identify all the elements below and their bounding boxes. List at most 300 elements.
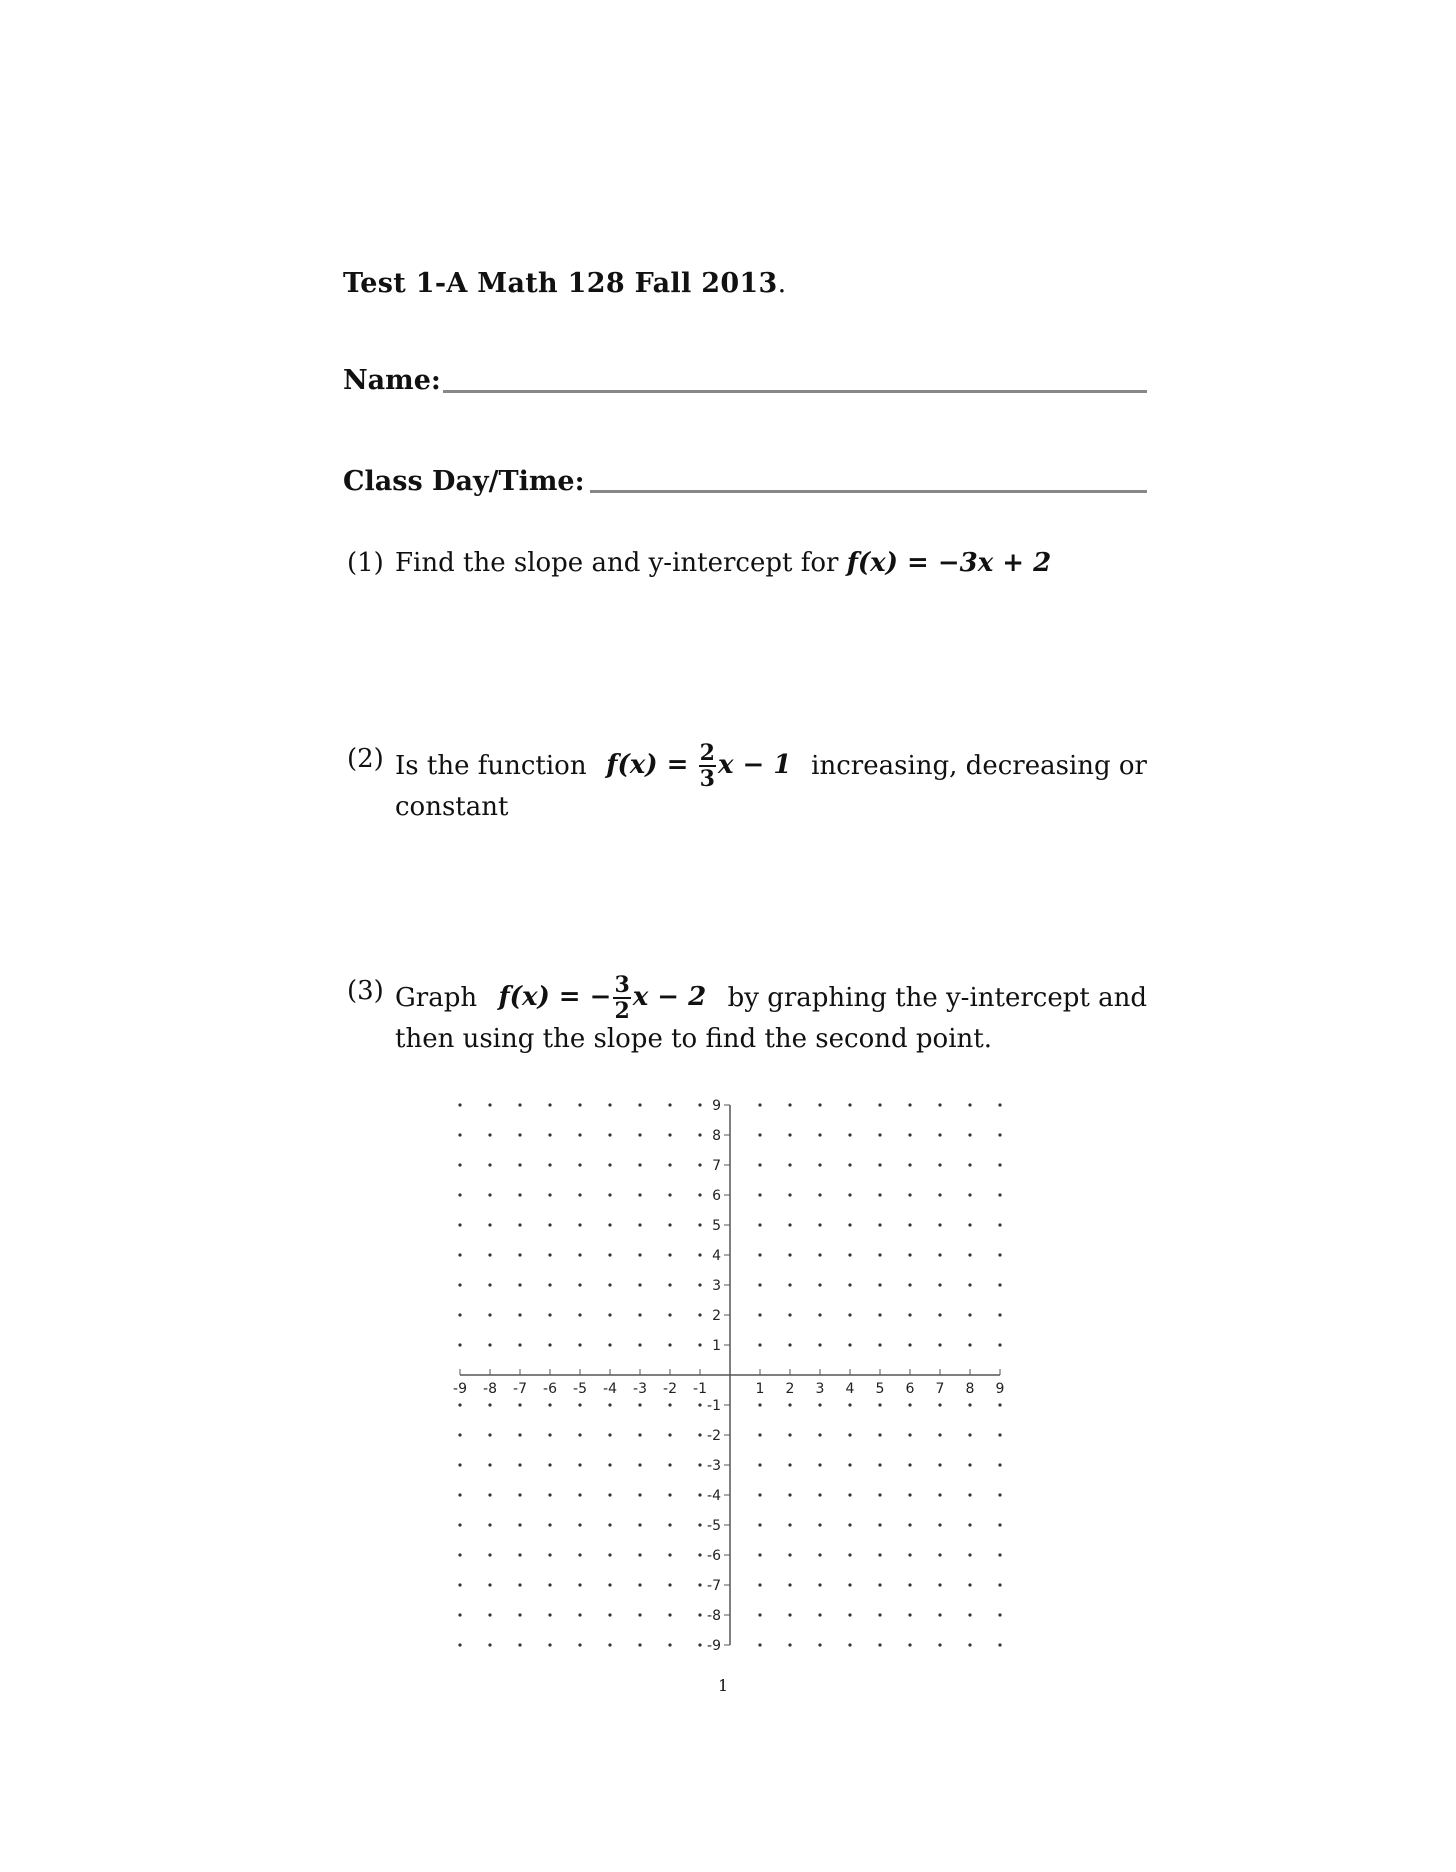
y-axis-tick-label: 8 bbox=[712, 1128, 721, 1144]
grid-dot bbox=[638, 1433, 641, 1436]
grid-dot bbox=[998, 1403, 1001, 1406]
grid-dot bbox=[968, 1553, 971, 1556]
grid-dot bbox=[638, 1103, 641, 1106]
grid-dot bbox=[518, 1343, 521, 1346]
question-3-line-1 bbox=[395, 974, 1147, 1022]
grid-dot bbox=[608, 1343, 611, 1346]
grid-dot bbox=[758, 1553, 761, 1556]
grid-dot bbox=[908, 1583, 911, 1586]
y-axis-tick-label: -6 bbox=[707, 1548, 721, 1564]
grid-dot bbox=[758, 1163, 761, 1166]
grid-dot bbox=[908, 1223, 911, 1226]
test-title bbox=[343, 268, 786, 299]
grid-dot bbox=[668, 1433, 671, 1436]
grid-dot bbox=[668, 1283, 671, 1286]
grid-dot bbox=[998, 1163, 1001, 1166]
grid-dot bbox=[788, 1523, 791, 1526]
grid-dot bbox=[788, 1223, 791, 1226]
grid-dot bbox=[848, 1313, 851, 1316]
grid-dot bbox=[848, 1403, 851, 1406]
grid-dot bbox=[638, 1583, 641, 1586]
grid-dot bbox=[788, 1433, 791, 1436]
grid-dot bbox=[548, 1283, 551, 1286]
grid-dot bbox=[878, 1643, 881, 1646]
grid-dot bbox=[968, 1133, 971, 1136]
grid-dot bbox=[458, 1133, 461, 1136]
grid-dot bbox=[968, 1253, 971, 1256]
grid-dot bbox=[818, 1523, 821, 1526]
grid-dot bbox=[968, 1163, 971, 1166]
grid-dot bbox=[908, 1103, 911, 1106]
x-axis-tick-label: 8 bbox=[965, 1381, 975, 1397]
grid-dot bbox=[668, 1223, 671, 1226]
grid-dot bbox=[938, 1343, 941, 1346]
grid-dot bbox=[548, 1433, 551, 1436]
question-2-math-lhs: f(x) = bbox=[606, 750, 689, 780]
grid-dot bbox=[818, 1343, 821, 1346]
question-2-text-after: increasing, decreasing or bbox=[811, 751, 1147, 781]
grid-dot bbox=[668, 1313, 671, 1316]
grid-dot bbox=[488, 1463, 491, 1466]
question-3-fraction bbox=[613, 974, 630, 1022]
question-2-text-before: Is the function bbox=[395, 751, 587, 781]
grid-dot bbox=[878, 1103, 881, 1106]
x-axis-tick-label: 5 bbox=[875, 1381, 885, 1397]
grid-dot bbox=[968, 1583, 971, 1586]
grid-dot bbox=[878, 1133, 881, 1136]
x-axis-tick-label: -6 bbox=[543, 1381, 557, 1397]
grid-dot bbox=[818, 1583, 821, 1586]
question-2 bbox=[347, 742, 1147, 824]
grid-dot bbox=[758, 1643, 761, 1646]
grid-dot bbox=[998, 1313, 1001, 1316]
grid-dot bbox=[578, 1283, 581, 1286]
grid-dot bbox=[668, 1613, 671, 1616]
grid-dot bbox=[788, 1163, 791, 1166]
grid-dot bbox=[848, 1643, 851, 1646]
grid-dot bbox=[908, 1343, 911, 1346]
grid-dot bbox=[758, 1193, 761, 1196]
grid-dot bbox=[638, 1313, 641, 1316]
grid-dot bbox=[758, 1523, 761, 1526]
grid-dot bbox=[698, 1343, 701, 1346]
name-field-row bbox=[343, 365, 441, 396]
grid-dot bbox=[608, 1493, 611, 1496]
grid-dot bbox=[848, 1583, 851, 1586]
grid-dot bbox=[458, 1253, 461, 1256]
grid-dot bbox=[458, 1103, 461, 1106]
grid-dot bbox=[488, 1553, 491, 1556]
grid-dot bbox=[668, 1583, 671, 1586]
x-axis-tick-label: 9 bbox=[995, 1381, 1005, 1397]
grid-dot bbox=[938, 1193, 941, 1196]
grid-dot bbox=[938, 1103, 941, 1106]
grid-dot bbox=[638, 1523, 641, 1526]
grid-dot bbox=[578, 1613, 581, 1616]
grid-dot bbox=[788, 1103, 791, 1106]
grid-dot bbox=[638, 1133, 641, 1136]
grid-dot bbox=[458, 1613, 461, 1616]
grid-dot bbox=[488, 1523, 491, 1526]
grid-dot bbox=[908, 1553, 911, 1556]
grid-dot bbox=[818, 1403, 821, 1406]
grid-dot bbox=[908, 1403, 911, 1406]
grid-dot bbox=[698, 1583, 701, 1586]
class-field-row bbox=[343, 466, 585, 497]
grid-dot bbox=[578, 1193, 581, 1196]
grid-dot bbox=[608, 1403, 611, 1406]
grid-dot bbox=[608, 1433, 611, 1436]
y-axis-tick-label: -2 bbox=[707, 1428, 721, 1444]
grid-dot bbox=[968, 1283, 971, 1286]
question-3-fraction-numerator: 3 bbox=[614, 972, 630, 998]
grid-dot bbox=[548, 1493, 551, 1496]
grid-dot bbox=[968, 1523, 971, 1526]
grid-dot bbox=[488, 1163, 491, 1166]
y-axis-tick-label: -4 bbox=[707, 1488, 721, 1504]
grid-dot bbox=[998, 1103, 1001, 1106]
grid-dot bbox=[818, 1223, 821, 1226]
grid-dot bbox=[788, 1403, 791, 1406]
grid-dot bbox=[638, 1403, 641, 1406]
grid-dot bbox=[758, 1223, 761, 1226]
question-2-line-1 bbox=[395, 742, 1147, 790]
test-title-text: Test 1-A Math 128 Fall 2013 bbox=[343, 268, 778, 299]
grid-dot bbox=[638, 1253, 641, 1256]
grid-dot bbox=[848, 1163, 851, 1166]
grid-dot bbox=[758, 1463, 761, 1466]
question-1 bbox=[347, 546, 1147, 580]
grid-dot bbox=[578, 1403, 581, 1406]
x-axis-tick-label: -2 bbox=[663, 1381, 677, 1397]
grid-dot bbox=[968, 1193, 971, 1196]
grid-dot bbox=[548, 1313, 551, 1316]
question-3-math-rhs: x − 2 bbox=[632, 982, 707, 1012]
grid-dot bbox=[698, 1553, 701, 1556]
grid-dot bbox=[788, 1193, 791, 1196]
grid-dot bbox=[938, 1223, 941, 1226]
question-3 bbox=[347, 974, 1147, 1056]
question-1-number: (1) bbox=[347, 548, 384, 578]
grid-dot bbox=[698, 1463, 701, 1466]
grid-dot bbox=[938, 1553, 941, 1556]
grid-dot bbox=[548, 1133, 551, 1136]
grid-dot bbox=[968, 1613, 971, 1616]
x-axis-tick-label: -3 bbox=[633, 1381, 647, 1397]
grid-dot bbox=[668, 1133, 671, 1136]
grid-dot bbox=[668, 1643, 671, 1646]
grid-dot bbox=[578, 1313, 581, 1316]
grid-dot bbox=[758, 1343, 761, 1346]
grid-dot bbox=[548, 1253, 551, 1256]
grid-dot bbox=[938, 1583, 941, 1586]
grid-dot bbox=[578, 1523, 581, 1526]
grid-dot bbox=[938, 1523, 941, 1526]
grid-dot bbox=[608, 1313, 611, 1316]
grid-dot bbox=[938, 1463, 941, 1466]
y-axis-tick-label: -9 bbox=[707, 1638, 721, 1654]
grid-dot bbox=[908, 1523, 911, 1526]
coordinate-grid[interactable] bbox=[440, 1080, 1020, 1660]
grid-dot bbox=[878, 1463, 881, 1466]
x-axis-tick-label: -9 bbox=[453, 1381, 467, 1397]
grid-dot bbox=[518, 1523, 521, 1526]
grid-dot bbox=[938, 1163, 941, 1166]
grid-dot bbox=[908, 1313, 911, 1316]
grid-dot bbox=[788, 1583, 791, 1586]
grid-dot bbox=[548, 1403, 551, 1406]
grid-dot bbox=[698, 1403, 701, 1406]
grid-dot bbox=[518, 1403, 521, 1406]
grid-dot bbox=[848, 1103, 851, 1106]
grid-dot bbox=[578, 1583, 581, 1586]
y-axis-tick-label: -7 bbox=[707, 1578, 721, 1594]
question-3-text-before: Graph bbox=[395, 983, 478, 1013]
grid-dot bbox=[638, 1613, 641, 1616]
grid-dot bbox=[998, 1553, 1001, 1556]
grid-dot bbox=[488, 1283, 491, 1286]
grid-dot bbox=[518, 1463, 521, 1466]
grid-dot bbox=[938, 1613, 941, 1616]
grid-dot bbox=[968, 1463, 971, 1466]
question-2-fraction-denominator: 3 bbox=[699, 766, 715, 792]
grid-dot bbox=[488, 1133, 491, 1136]
class-day-time-blank-line[interactable] bbox=[590, 490, 1147, 493]
grid-dot bbox=[878, 1313, 881, 1316]
grid-dot bbox=[848, 1283, 851, 1286]
grid-dot bbox=[548, 1163, 551, 1166]
x-axis-tick-label: -7 bbox=[513, 1381, 527, 1397]
grid-dot bbox=[458, 1193, 461, 1196]
grid-dot bbox=[608, 1583, 611, 1586]
grid-dot bbox=[578, 1133, 581, 1136]
grid-dot bbox=[848, 1433, 851, 1436]
grid-dot bbox=[698, 1493, 701, 1496]
grid-dot bbox=[908, 1253, 911, 1256]
grid-dot bbox=[668, 1463, 671, 1466]
grid-dot bbox=[458, 1403, 461, 1406]
grid-dot bbox=[938, 1493, 941, 1496]
grid-dot bbox=[758, 1583, 761, 1586]
grid-dot bbox=[848, 1553, 851, 1556]
grid-dot bbox=[788, 1643, 791, 1646]
grid-dot bbox=[578, 1103, 581, 1106]
grid-dot bbox=[848, 1463, 851, 1466]
grid-dot bbox=[638, 1463, 641, 1466]
grid-dot bbox=[818, 1103, 821, 1106]
grid-dot bbox=[878, 1223, 881, 1226]
grid-dot bbox=[698, 1163, 701, 1166]
grid-dot bbox=[908, 1613, 911, 1616]
y-axis-tick-label: -1 bbox=[707, 1398, 721, 1414]
grid-dot bbox=[458, 1643, 461, 1646]
grid-dot bbox=[938, 1283, 941, 1286]
grid-dot bbox=[878, 1193, 881, 1196]
grid-dot bbox=[518, 1223, 521, 1226]
question-2-math-rhs: x − 1 bbox=[717, 750, 792, 780]
grid-dot bbox=[668, 1163, 671, 1166]
grid-dot bbox=[698, 1103, 701, 1106]
grid-dot bbox=[878, 1283, 881, 1286]
grid-dot bbox=[608, 1103, 611, 1106]
x-axis-tick-label: 4 bbox=[845, 1381, 855, 1397]
question-3-math-lhs: f(x) = − bbox=[498, 982, 612, 1012]
grid-dot bbox=[518, 1283, 521, 1286]
grid-dot bbox=[608, 1163, 611, 1166]
grid-dot bbox=[908, 1433, 911, 1436]
grid-dot bbox=[518, 1493, 521, 1496]
y-axis-tick-label: 5 bbox=[712, 1218, 721, 1234]
grid-dot bbox=[488, 1613, 491, 1616]
grid-dot bbox=[818, 1553, 821, 1556]
grid-dot bbox=[548, 1223, 551, 1226]
grid-dot bbox=[488, 1253, 491, 1256]
grid-dot bbox=[608, 1613, 611, 1616]
question-2-number: (2) bbox=[347, 744, 384, 774]
grid-dot bbox=[668, 1493, 671, 1496]
question-2-equation bbox=[606, 742, 791, 790]
grid-dot bbox=[788, 1253, 791, 1256]
grid-dot bbox=[878, 1403, 881, 1406]
grid-dot bbox=[608, 1553, 611, 1556]
grid-dot bbox=[878, 1523, 881, 1526]
grid-dot bbox=[518, 1553, 521, 1556]
grid-dot bbox=[758, 1403, 761, 1406]
grid-dot bbox=[998, 1433, 1001, 1436]
grid-dot bbox=[548, 1583, 551, 1586]
question-3-line-2: then using the slope to find the second point. bbox=[395, 1024, 992, 1054]
grid-dot bbox=[968, 1313, 971, 1316]
grid-dot bbox=[638, 1553, 641, 1556]
grid-dot bbox=[698, 1283, 701, 1286]
grid-dot bbox=[608, 1223, 611, 1226]
grid-dot bbox=[998, 1643, 1001, 1646]
grid-dot bbox=[458, 1583, 461, 1586]
grid-dot bbox=[548, 1613, 551, 1616]
y-axis-tick-label: -3 bbox=[707, 1458, 721, 1474]
grid-dot bbox=[998, 1493, 1001, 1496]
grid-dot bbox=[698, 1433, 701, 1436]
question-2-fraction-numerator: 2 bbox=[699, 740, 715, 766]
grid-dot bbox=[638, 1343, 641, 1346]
grid-dot bbox=[608, 1643, 611, 1646]
grid-dot bbox=[998, 1283, 1001, 1286]
y-axis-tick-label: -5 bbox=[707, 1518, 721, 1534]
grid-dot bbox=[518, 1433, 521, 1436]
grid-dot bbox=[698, 1253, 701, 1256]
grid-dot bbox=[908, 1643, 911, 1646]
grid-dot bbox=[518, 1313, 521, 1316]
grid-dot bbox=[578, 1253, 581, 1256]
grid-dot bbox=[578, 1493, 581, 1496]
name-label: Name: bbox=[343, 365, 441, 396]
name-blank-line[interactable] bbox=[443, 390, 1147, 393]
question-3-fraction-denominator: 2 bbox=[614, 998, 630, 1024]
grid-dot bbox=[818, 1163, 821, 1166]
grid-dot bbox=[548, 1463, 551, 1466]
grid-dot bbox=[668, 1553, 671, 1556]
grid-dot bbox=[998, 1523, 1001, 1526]
grid-dot bbox=[878, 1163, 881, 1166]
x-axis-tick-label: 3 bbox=[815, 1381, 825, 1397]
grid-dot bbox=[578, 1163, 581, 1166]
grid-dot bbox=[908, 1463, 911, 1466]
grid-dot bbox=[518, 1163, 521, 1166]
grid-dot bbox=[698, 1223, 701, 1226]
grid-dot bbox=[668, 1103, 671, 1106]
x-axis-tick-label: -1 bbox=[693, 1381, 707, 1397]
grid-dot bbox=[848, 1133, 851, 1136]
grid-dot bbox=[518, 1643, 521, 1646]
grid-dot bbox=[548, 1103, 551, 1106]
y-axis-tick-label: 1 bbox=[712, 1338, 721, 1354]
grid-dot bbox=[818, 1493, 821, 1496]
grid-dot bbox=[548, 1553, 551, 1556]
grid-dot bbox=[758, 1613, 761, 1616]
grid-dot bbox=[998, 1133, 1001, 1136]
grid-dot bbox=[578, 1643, 581, 1646]
grid-dot bbox=[518, 1193, 521, 1196]
grid-dot bbox=[548, 1193, 551, 1196]
grid-dot bbox=[848, 1523, 851, 1526]
grid-dot bbox=[998, 1253, 1001, 1256]
grid-dot bbox=[758, 1493, 761, 1496]
x-axis-tick-label: -8 bbox=[483, 1381, 497, 1397]
grid-dot bbox=[818, 1643, 821, 1646]
grid-dot bbox=[788, 1553, 791, 1556]
grid-dot bbox=[818, 1253, 821, 1256]
grid-dot bbox=[488, 1193, 491, 1196]
grid-dot bbox=[668, 1523, 671, 1526]
grid-dot bbox=[818, 1433, 821, 1436]
grid-dot bbox=[518, 1253, 521, 1256]
grid-dot bbox=[968, 1343, 971, 1346]
grid-dot bbox=[488, 1493, 491, 1496]
grid-dot bbox=[788, 1283, 791, 1286]
grid-dot bbox=[788, 1493, 791, 1496]
grid-dot bbox=[668, 1193, 671, 1196]
grid-dot bbox=[548, 1523, 551, 1526]
grid-dot bbox=[698, 1313, 701, 1316]
grid-dot bbox=[578, 1223, 581, 1226]
y-axis-tick-label: -8 bbox=[707, 1608, 721, 1624]
grid-dot bbox=[998, 1343, 1001, 1346]
grid-dot bbox=[968, 1403, 971, 1406]
test-title-period: . bbox=[777, 268, 787, 299]
grid-dot bbox=[908, 1193, 911, 1196]
grid-dot bbox=[668, 1343, 671, 1346]
grid-dot bbox=[818, 1133, 821, 1136]
grid-dot bbox=[878, 1253, 881, 1256]
grid-dot bbox=[848, 1253, 851, 1256]
grid-dot bbox=[968, 1103, 971, 1106]
y-axis-tick-label: 7 bbox=[712, 1158, 721, 1174]
x-axis-tick-label: 1 bbox=[755, 1381, 765, 1397]
grid-dot bbox=[818, 1463, 821, 1466]
grid-dot bbox=[848, 1493, 851, 1496]
question-2-line-2: constant bbox=[395, 792, 509, 822]
grid-dot bbox=[758, 1133, 761, 1136]
grid-dot bbox=[608, 1463, 611, 1466]
x-axis-tick-label: 7 bbox=[935, 1381, 945, 1397]
grid-dot bbox=[788, 1613, 791, 1616]
grid-dot bbox=[608, 1523, 611, 1526]
grid-dot bbox=[818, 1283, 821, 1286]
y-axis-tick-label: 9 bbox=[712, 1098, 721, 1114]
grid-dot bbox=[908, 1163, 911, 1166]
grid-dot bbox=[608, 1193, 611, 1196]
grid-dot bbox=[968, 1493, 971, 1496]
